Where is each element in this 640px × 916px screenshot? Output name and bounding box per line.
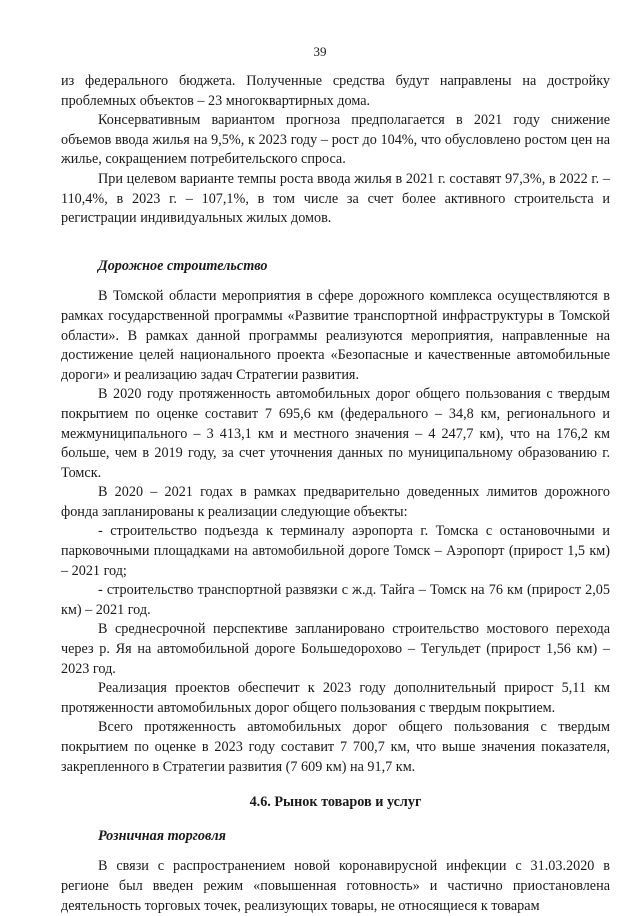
spacer: [61, 229, 610, 257]
paragraph: В Томской области мероприятия в сфере дорожного комплекса осуществляются в рамках государственной программы «Развитие транспортной инфраструктуры в Томской области». В рамках данной программы реализуются мероприятия, направленные на достижение целей национального проекта «Безопасные и качественные автомобильные дороги» и реализацию задач Стратегии развития.: [61, 288, 610, 383]
paragraph: В 2020 – 2021 годах в рамках предварительно доведенных лимитов дорожного фонда запланированы к реализации следующие объекты:: [61, 484, 610, 520]
section-heading-market: 4.6. Рынок товаров и услуг: [249, 794, 422, 811]
spacer: [61, 813, 610, 827]
spacer: [61, 276, 610, 287]
paragraph: При целевом варианте темпы роста ввода жилья в 2021 г. составят 97,3%, в 2022 г. – 110,4%, в 2023 г. – 107,1%, в том числе за счет более активного строительста и регистрации индивидуальных жилых домов.: [61, 170, 610, 227]
paragraph: Реализация проектов обеспечит к 2023 году дополнительный прирост 5,11 км протяженности автомобильных дорог общего пользования с твердым покрытием.: [61, 680, 610, 716]
section-heading-roads: Дорожное строительство: [98, 257, 268, 274]
paragraph: Консервативным вариантом прогноза предполагается в 2021 году снижение объемов ввода жилья на 9,5%, к 2023 году – рост до 104%, что обусловлено ростом цен на жилье, сокращением потребительского спроса.: [61, 112, 610, 168]
page-number: 39: [313, 44, 327, 59]
spacer: [61, 846, 610, 857]
list-item: - строительство подъезда к терминалу аэропорта г. Томска с остановочными и парковочными площадками на автомобильной дороге Томск – Аэропорт (прирост 1,5 км) – 2021 год;: [61, 523, 610, 579]
paragraph: В среднесрочной перспективе запланировано строительство мостового перехода через р. Яя на автомобильной дороге Большедорохово – Тегульдет (прирост 1,56 км) – 2023 год.: [61, 621, 610, 677]
spacer: [61, 777, 610, 793]
list-item: - строительство транспортной развязки с ж.д. Тайга – Томск на 76 км (прирост 2,05 км) – 2021 год.: [61, 582, 610, 618]
page-body: [61, 72, 610, 916]
paragraph: В связи с распространением новой коронавирусной инфекции с 31.03.2020 в регионе был введен режим «повышенная готовность» и частично приостановлена деятельность торговых точек, реализующих товары, не относящиеся к товарам: [61, 858, 610, 914]
subsection-heading-retail: Розничная торговля: [98, 827, 226, 844]
paragraph: из федерального бюджета. Полученные средства будут направлены на достройку проблемных объектов – 23 многоквартирных дома.: [61, 73, 610, 109]
paragraph: В 2020 году протяженность автомобильных дорог общего пользования с твердым покрытием по оценке составит 7 695,6 км (федерального – 34,8 км, регионального и межмуниципального – 3 413,1 км и местного значения – 4 247,7 км), что на 176,2 км больше, чем в 2019 году, за счет уточнения данных по муниципальному образованию г. Томск.: [61, 386, 610, 481]
paragraph: Всего протяженность автомобильных дорог общего пользования с твердым покрытием по оценке в 2023 году составит 7 700,7 км, что выше значения показателя, закрепленного в Стратегии развития (7 609 км) на 91,7 км.: [61, 719, 610, 775]
